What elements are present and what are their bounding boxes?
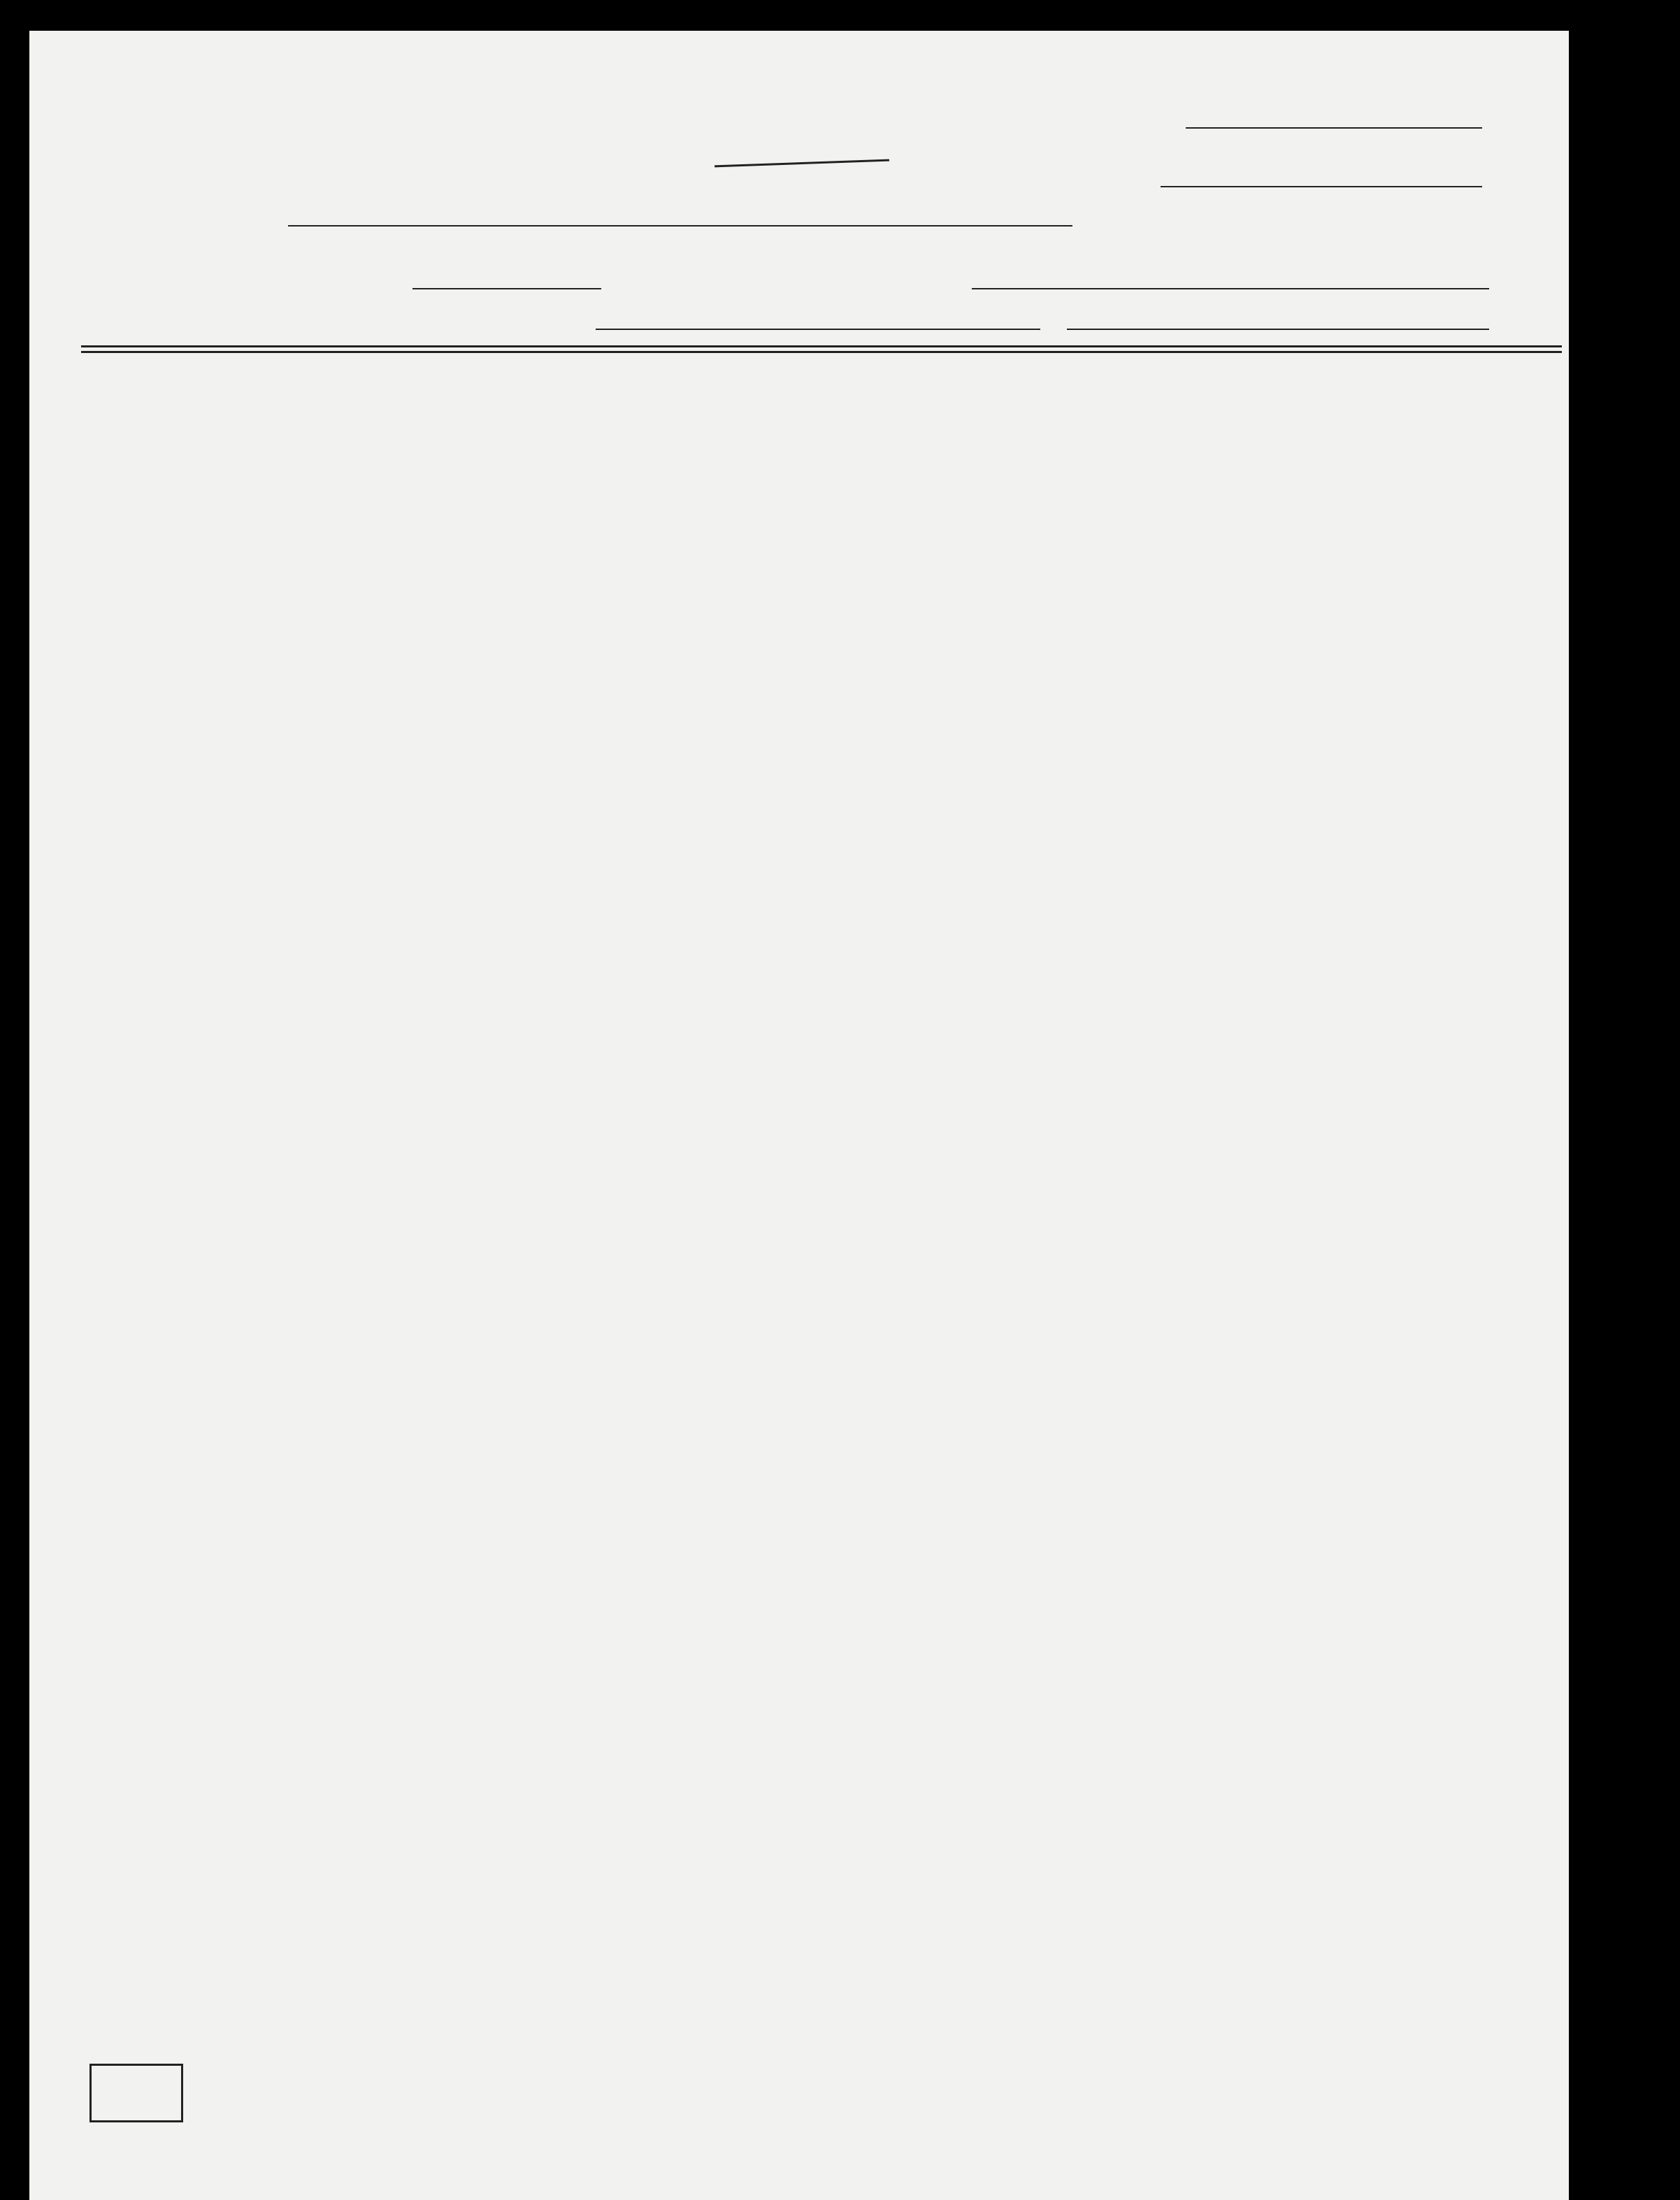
passenger-list-form — [29, 31, 1569, 2200]
sheet-underline — [1186, 127, 1482, 129]
header-rule-2 — [81, 351, 1562, 353]
date-departed-underline — [1067, 329, 1489, 330]
class-underline — [1161, 186, 1482, 187]
last-port-underline — [596, 329, 1040, 330]
port-underline — [972, 288, 1489, 289]
header-rule-1 — [81, 345, 1562, 347]
carrier-underline — [288, 225, 1072, 227]
date-underline — [412, 288, 601, 289]
agency-block — [91, 59, 419, 67]
total-number-box — [89, 2064, 183, 2122]
